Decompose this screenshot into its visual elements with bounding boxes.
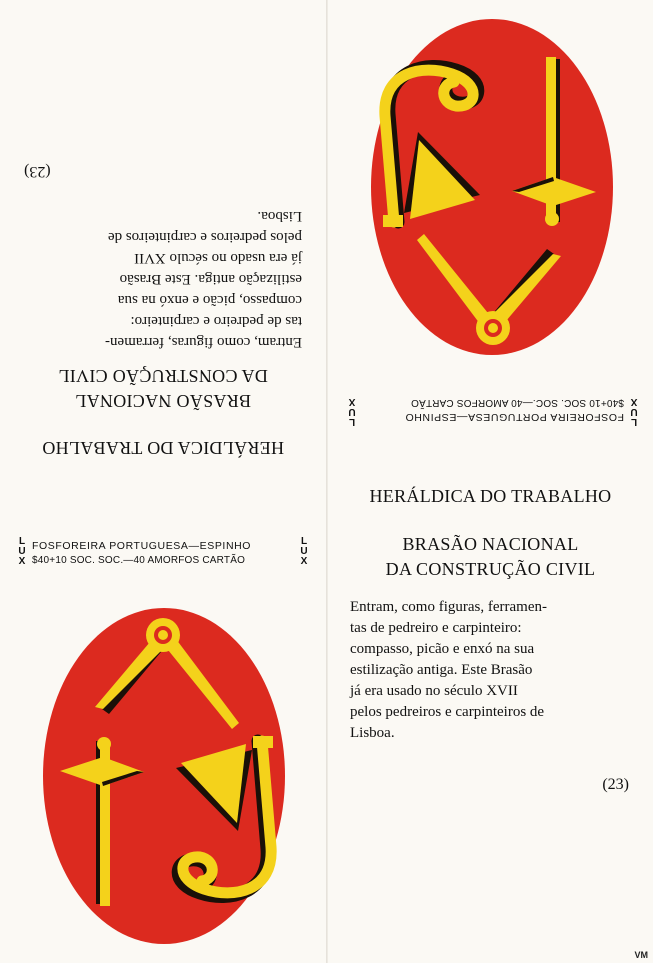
card-body-line: já era usado no século XVII bbox=[134, 250, 302, 266]
card-body-line: Entram, como figuras, ferramen- bbox=[105, 334, 302, 350]
imprint-price: $40+10 SOC. SOC.—40 AMORFOS CARTÃO bbox=[410, 397, 624, 408]
watermark: VM bbox=[634, 950, 648, 960]
card-body-line: estilização antiga. Este Brasão bbox=[119, 271, 302, 287]
card-body bbox=[26, 205, 302, 352]
card-subtitle-line1: BRASÃO NACIONAL bbox=[402, 534, 579, 554]
card-body-line: pelos pedreiros e carpinteiros de bbox=[350, 704, 545, 720]
card-subtitle-line2: DA CONSTRUÇÃO CIVIL bbox=[385, 559, 596, 579]
imprint-company: FOSFOREIRA PORTUGUESA—ESPINHO bbox=[404, 411, 624, 423]
left-panel bbox=[0, 0, 326, 963]
imprint-inverted bbox=[344, 391, 640, 425]
card-subtitle-line1: BRASÃO NACIONAL bbox=[75, 391, 252, 411]
card-body-line: Lisboa. bbox=[257, 208, 302, 224]
brand-lux-right: L U X bbox=[348, 396, 356, 427]
card-body-line: tas de pedreiro e carpinteiro: bbox=[130, 313, 302, 329]
card-body-line: tas de pedreiro e carpinteiro: bbox=[350, 620, 522, 636]
coat-of-arms-graphic bbox=[371, 19, 613, 355]
imprint-price: $40+10 SOC. SOC.—40 AMORFOS CARTÃO bbox=[32, 555, 246, 566]
card-subtitle-line2: DA CONSTRUÇÃO CIVIL bbox=[58, 366, 268, 386]
card-body-line: já era usado no século XVII bbox=[350, 683, 518, 699]
card-body-line: Entram, como figuras, ferramen- bbox=[350, 599, 547, 615]
card-body bbox=[350, 597, 630, 744]
imprint bbox=[16, 538, 312, 572]
card-body-line: estilização antiga. Este Brasão bbox=[350, 662, 533, 678]
card-number: (23) bbox=[602, 776, 629, 793]
coat-of-arms-icon bbox=[366, 10, 616, 360]
card-body-line: compasso, picão e enxó na sua bbox=[117, 292, 302, 308]
right-panel bbox=[328, 0, 653, 963]
coat-of-arms-graphic bbox=[43, 608, 285, 944]
card-number: (23) bbox=[24, 163, 51, 180]
brand-lux-left: L U X bbox=[18, 536, 26, 567]
card-body-line: compasso, picão e enxó na sua bbox=[350, 641, 535, 657]
card-title: HERÁLDICA DO TRABALHO bbox=[42, 438, 284, 458]
inverted-card-text bbox=[0, 0, 326, 482]
card-body-line: Lisboa. bbox=[350, 725, 395, 741]
card-body-line: pelos pedreiros e carpinteiros de bbox=[107, 229, 302, 245]
brand-lux-right: L U X bbox=[300, 536, 308, 567]
imprint-company: FOSFOREIRA PORTUGUESA—ESPINHO bbox=[32, 540, 252, 552]
coat-of-arms-icon bbox=[40, 603, 290, 953]
brand-lux-left: L U X bbox=[630, 396, 638, 427]
card-title: HERÁLDICA DO TRABALHO bbox=[369, 486, 612, 506]
